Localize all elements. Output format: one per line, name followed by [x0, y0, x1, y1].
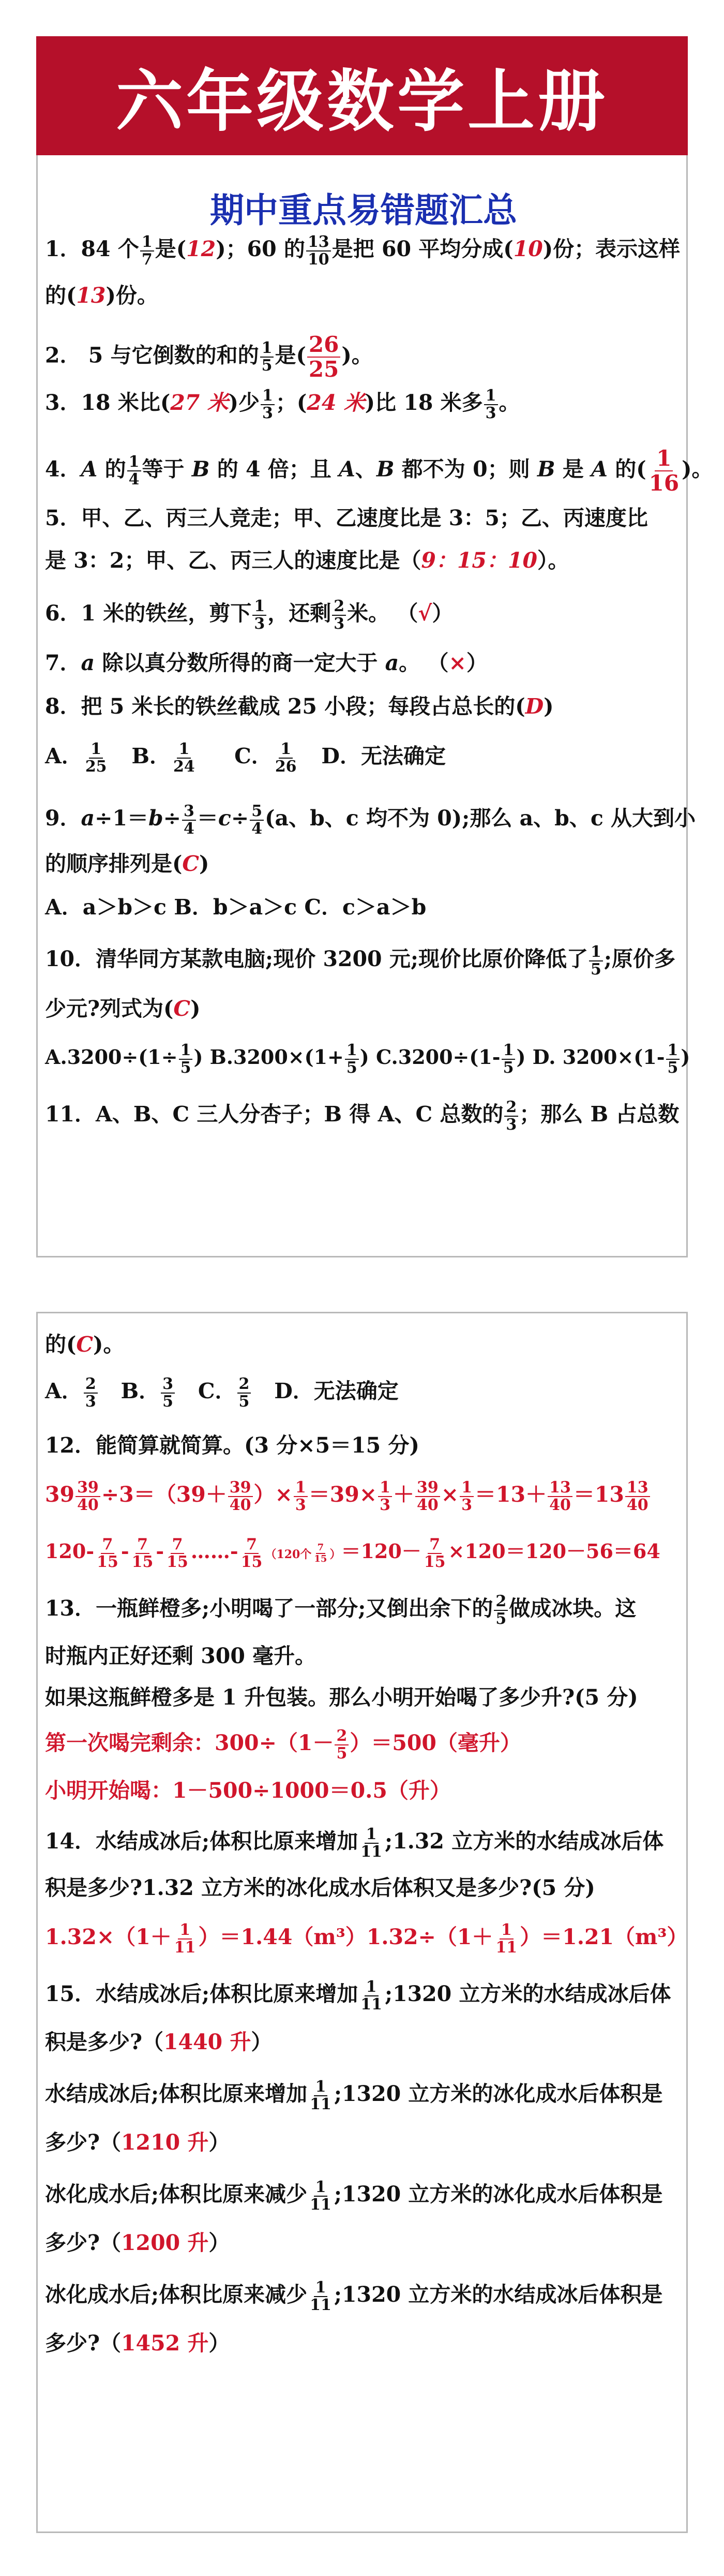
q15-answer-4: 1452 升 — [121, 2331, 209, 2356]
q1-line2: 的(13)份。 — [45, 283, 158, 308]
q15-answer-2: 1210 升 — [121, 2130, 209, 2155]
q3-answer-1: 27 米 — [170, 390, 229, 415]
q7-line: 7．a 除以真分数所得的商一定大于 a。 （×） — [45, 650, 488, 675]
q13-line2: 时瓶内正好还剩 300 毫升。 — [45, 1644, 316, 1668]
q11-line2: 的(C)。 — [45, 1332, 125, 1357]
q3-answer-2: 24 米 — [307, 390, 365, 415]
q11-line1: 11．A、B、C 三人分杏子；B 得 A、C 总数的 $\frac{2}{3}$ ；那么 B 占总数 — [45, 1098, 680, 1134]
q14-line2: 积是多少?1.32 立方米的冰化成水后体积又是多少?(5 分) — [45, 1875, 595, 1900]
q1-answer-3: 13 — [76, 283, 106, 308]
q3-line: 3．18 米比(27 米)少 $\frac{1}{3}$ ；(24 米)比 18 米多 $\frac{1}{3}$ 。 — [45, 386, 520, 422]
worksheet-page-2 — [36, 1312, 688, 2533]
q15-line7: 冰化成水后;体积比原来减少 $\frac{1}{11}$ ;1320 立方米的水结成冰后体积是 — [45, 2278, 663, 2314]
q14-line1: 14．水结成冰后;体积比原来增加 $\frac{1}{11}$ ;1.32 立方米的水结成冰后体 — [45, 1825, 664, 1861]
q5-line1: 5．甲、乙、丙三人竞走；甲、乙速度比是 3：5；乙、丙速度比 — [45, 506, 648, 530]
q9-answer: C — [182, 851, 200, 876]
q2-answer: $\frac{26}{25}$ — [307, 333, 340, 381]
q9-line2: 的顺序排列是(C) — [45, 851, 209, 876]
q13-line3: 如果这瓶鲜橙多是 1 升包装。那么小明开始喝了多少升?(5 分) — [45, 1685, 638, 1710]
q15-line8: 多少?（1452 升） — [45, 2331, 230, 2356]
page-title: 六年级数学上册 — [115, 62, 608, 141]
q8-line: 8．把 5 米长的铁丝截成 25 小段；每段占总长的(D) — [45, 694, 554, 719]
q10-answer: C — [173, 996, 191, 1021]
q11-answer: C — [76, 1332, 94, 1357]
q10-line1: 10．清华同方某款电脑;现价 3200 元;现价比原价降低了 $\frac{1}{5}$ ;原价多 — [45, 942, 675, 979]
q6-line: 6．1 米的铁丝，剪下 $\frac{1}{3}$ ，还剩 $\frac{2}{3}$ 米。 （√） — [45, 597, 454, 633]
q12-solution-1: 39 $\frac{39}{40}$ ÷3＝（39＋ $\frac{39}{40}$ ）× $\frac{1}{3}$ ＝39× $\frac{1}{3}$ ＋ $\frac{39}{40}$ × $\frac{1}{3}$ ＝13＋ $\frac{13}{40}$ ＝13 $\frac{13}{40}$ — [45, 1479, 679, 1514]
q1-answer-1: 12 — [186, 236, 216, 261]
q12-solution-2: 120- $\frac{7}{15}$ - $\frac{7}{15}$ - $\frac{7}{15}$ ……- $\frac{7}{15}$ （120个 $\frac{7}{15}$ ）＝120－ $\frac{7}{15}$ ×120＝120－56＝64 — [45, 1535, 660, 1571]
q15-line5: 冰化成水后;体积比原来减少 $\frac{1}{11}$ ;1320 立方米的冰化成水后体积是 — [45, 2178, 663, 2214]
title-banner — [36, 36, 688, 155]
q15-line6: 多少?（1200 升） — [45, 2230, 230, 2255]
q2-line: 2． 5 与它倒数的和的 $\frac{1}{5}$ 是( $\frac{26}{25}$ )。 — [45, 332, 373, 382]
q4-answer: $\frac{1}{16}$ — [648, 446, 680, 496]
worksheet-page-1 — [36, 36, 713, 1257]
q9-line1: 9．a÷1＝b÷ $\frac{3}{4}$ ＝c÷ $\frac{5}{4}$ (a、b、c 均不为 0);那么 a、b、c 从大到小 — [45, 802, 696, 838]
q15-line1: 15．水结成冰后;体积比原来增加 $\frac{1}{11}$ ;1320 立方米的水结成冰后体 — [45, 1977, 671, 2014]
q13-line1: 13．一瓶鲜橙多;小明喝了一部分;又倒出余下的 $\frac{2}{5}$ 做成冰块。这 — [45, 1592, 637, 1628]
q11-options: A． $\frac{2}{3}$ B． $\frac{3}{5}$ C． $\frac{2}{5}$ D．无法确定 — [45, 1374, 399, 1411]
q5-answer: 9：15：10 — [421, 548, 537, 573]
q15-line3: 水结成冰后;体积比原来增加 $\frac{1}{11}$ ;1320 立方米的冰化成水后体积是 — [45, 2077, 663, 2113]
subtitle: 期中重点易错题汇总 — [210, 190, 517, 230]
q5-line2: 是 3：2；甲、乙、丙三人的速度比是（9：15：10）。 — [45, 548, 569, 573]
q13-solution-2: 小明开始喝：1－500÷1000＝0.5（升） — [45, 1778, 451, 1803]
q15-answer-1: 1440 升 — [163, 2030, 251, 2054]
q1-line1: 1．84 个 $\frac{1}{7}$ 是(12)；60 的 $\frac{13}{10}$ 是把 60 平均分成(10)份；表示这样 — [45, 232, 681, 269]
q14-solution: 1.32×（1＋ $\frac{1}{11}$ ）＝1.44（m³）1.32÷（1＋ $\frac{1}{11}$ ）＝1.21（m³） — [45, 1920, 688, 1957]
q4-line: 4．A 的 $\frac{1}{4}$ 等于 B 的 4 倍；且 A、B 都不为 0；则 B 是 A 的( $\frac{1}{16}$ )。 — [45, 446, 713, 496]
q1-answer-2: 10 — [513, 236, 543, 261]
q15-line4: 多少?（1210 升） — [45, 2130, 230, 2155]
q9-options: A．a＞b＞c B．b＞a＞c C．c＞a＞b — [45, 895, 427, 920]
q12-heading: 12．能简算就简算。(3 分×5＝15 分) — [45, 1433, 419, 1458]
q15-answer-3: 1200 升 — [121, 2230, 209, 2255]
q10-options: A.3200÷(1÷ $\frac{1}{5}$ ) B.3200×(1+ $\frac{1}{5}$ ) C.3200÷(1- $\frac{1}{5}$ ) D. 3200×(1- $\frac{1}{5}$ ) — [45, 1041, 690, 1077]
q8-options: A． $\frac{1}{25}$ B． $\frac{1}{24}$ C． $\frac{1}{26}$ D．无法确定 — [45, 739, 446, 776]
q6-answer: √ — [418, 601, 432, 626]
q7-answer: × — [448, 650, 466, 675]
q10-line2: 少元?列式为(C) — [45, 996, 201, 1021]
q13-solution-1: 第一次喝完剩余：300÷（1－ $\frac{2}{5}$ ）＝500（毫升） — [45, 1726, 521, 1763]
q15-line2: 积是多少?（1440 升） — [45, 2030, 273, 2054]
q8-answer: D — [525, 694, 544, 719]
